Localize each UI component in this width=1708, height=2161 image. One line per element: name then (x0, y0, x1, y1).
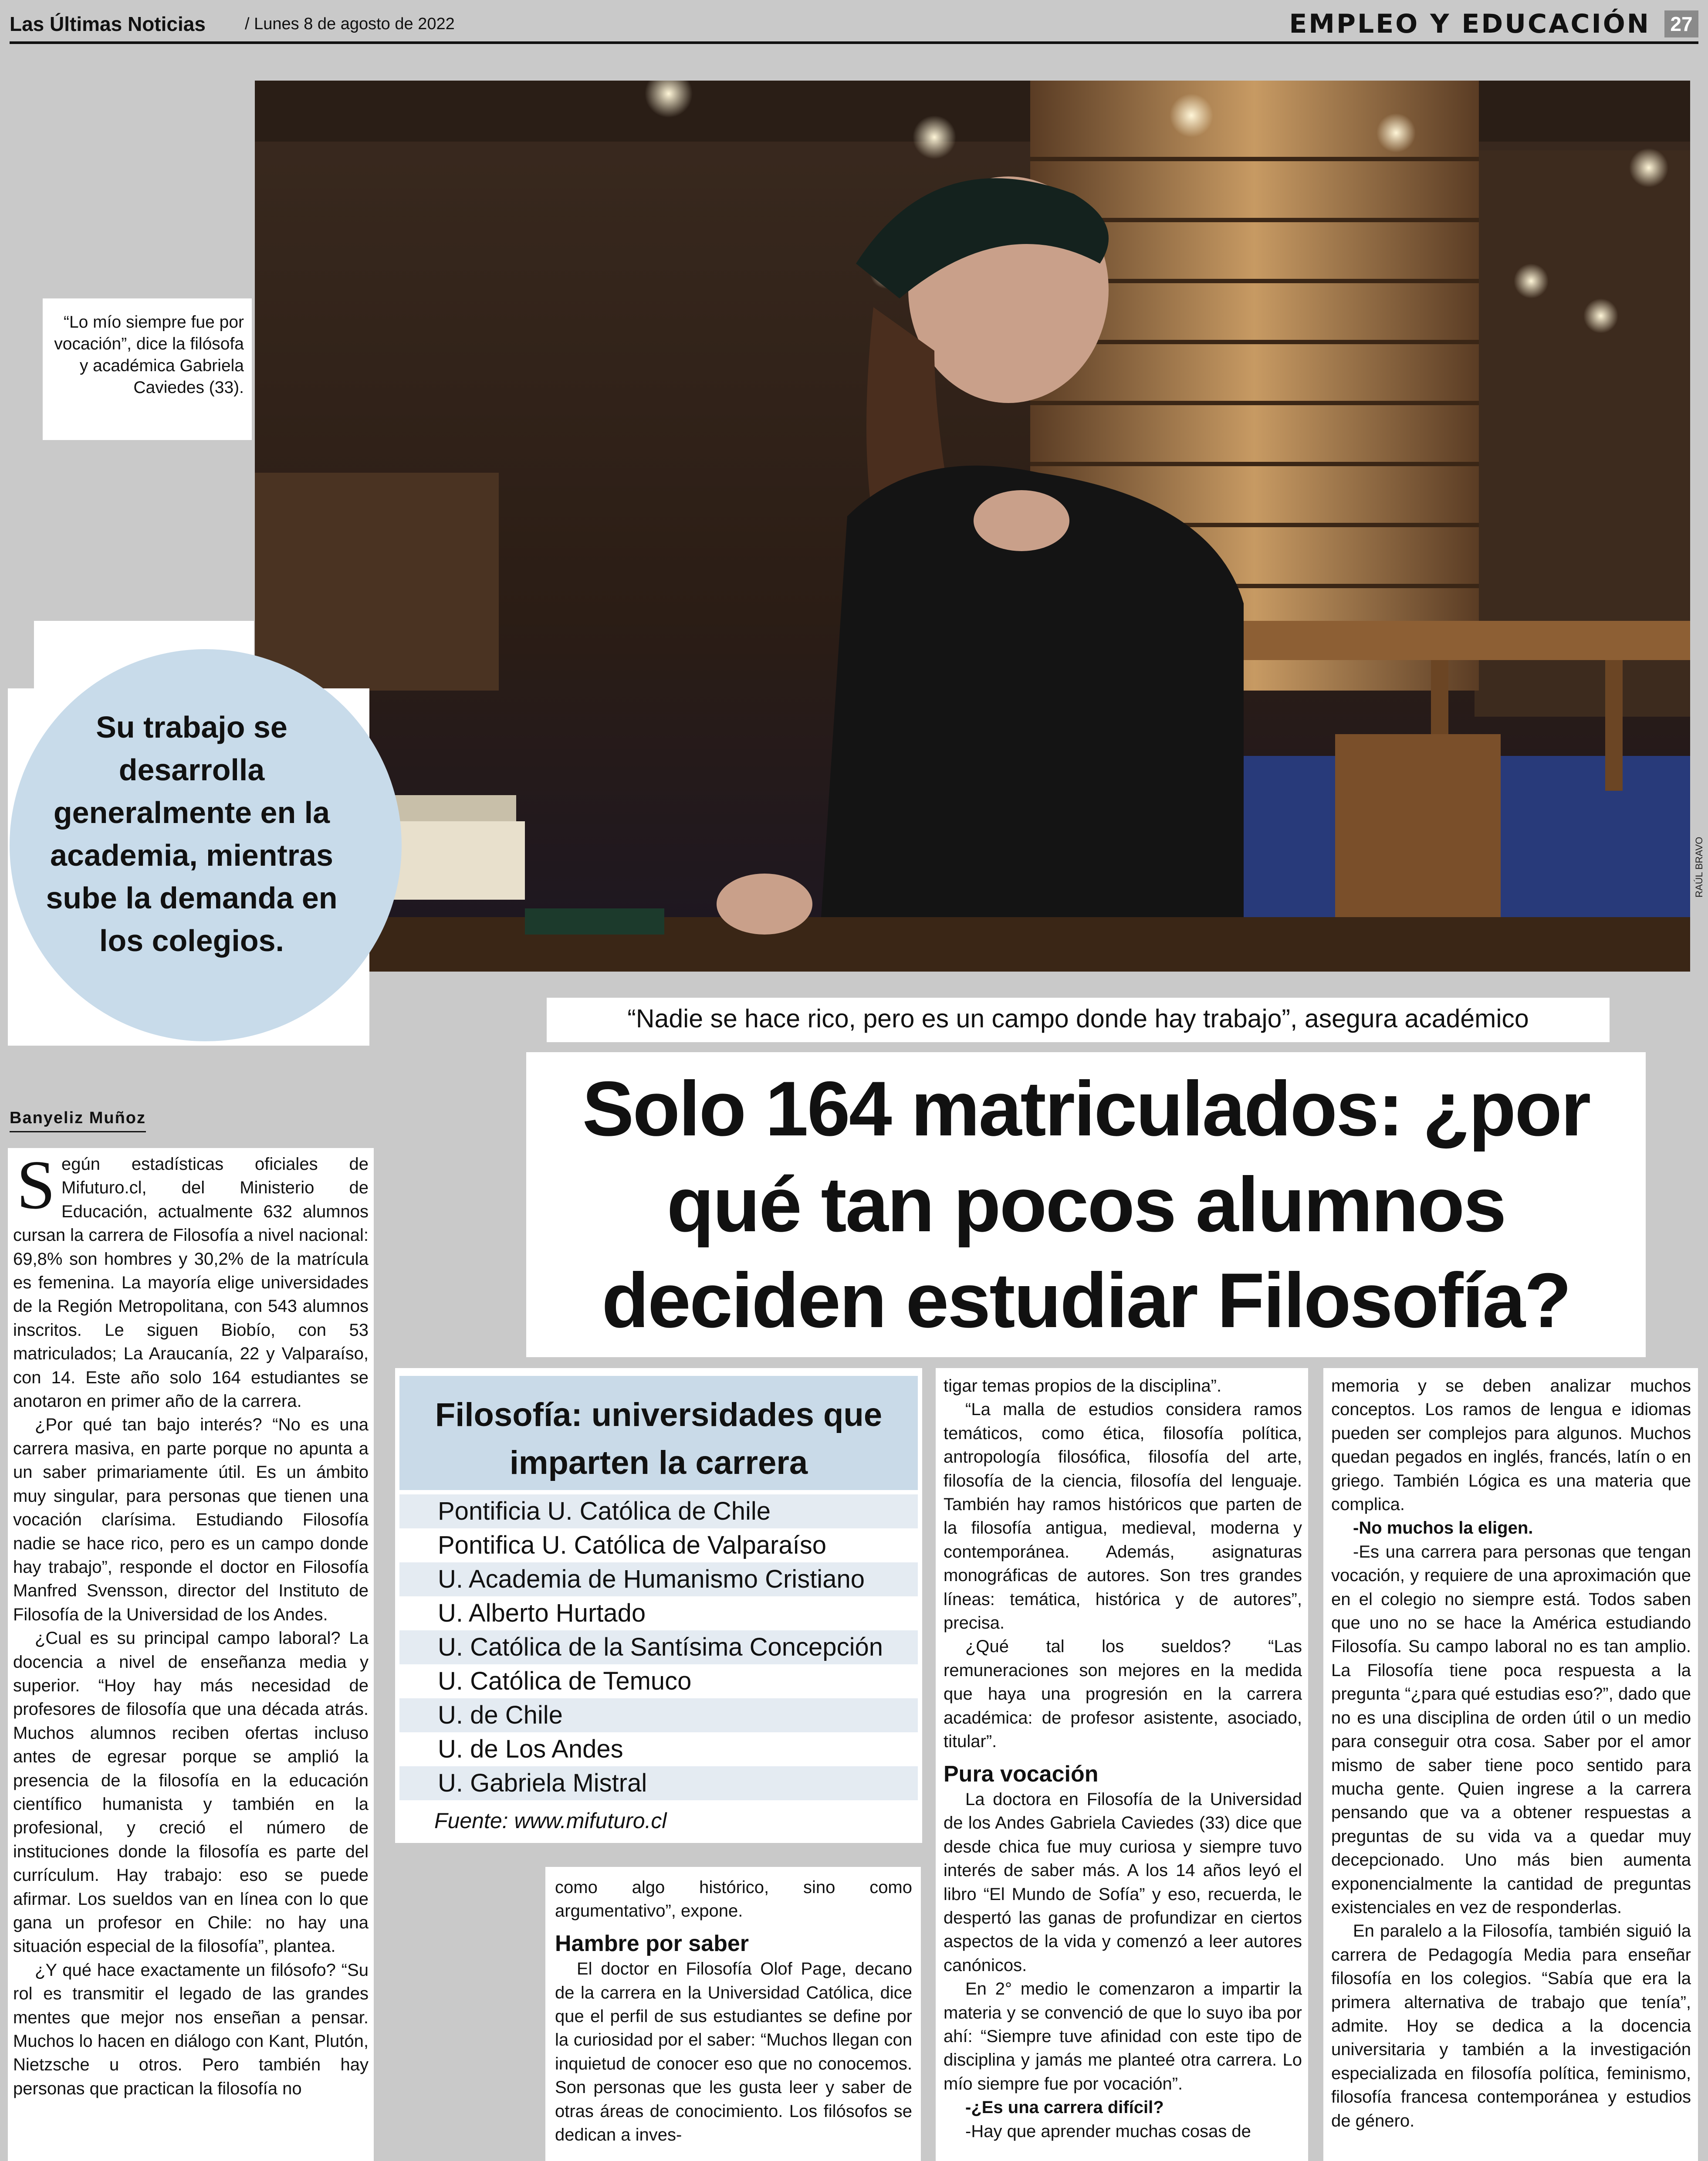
university-item: U. Gabriela Mistral (399, 1766, 918, 1800)
universities-list (399, 1494, 918, 1800)
masthead (10, 9, 1698, 39)
interview-question: -¿Es una carrera difícil? (965, 2098, 1164, 2117)
article-paragraph: ¿Qué tal los sueldos? “Las remuneraciones son mejores en la medida que haya una progresión en la carrera académica: de profesor asistente, asociado, titular”. (944, 1637, 1302, 1751)
university-item: U. Católica de la Santísima Concepción (399, 1630, 918, 1664)
publication-date: / Lunes 8 de agosto de 2022 (245, 15, 455, 33)
photo-caption: “Lo mío siempre fue por vocación”, dice la filósofa y académica Gabriela Caviedes (33). (54, 313, 244, 397)
article-paragraph: “La malla de estudios considera ramos temáticos, como ética, filosofía política, antropología filosófica, filosofía del arte, filosofía de la ciencia, filosofía del lenguaje. También hay ramos históricos que parten de la filosofía antigua, medieval, moderna y contemporánea. Además, asignaturas monográficas de autores. Son tres grandes líneas: temática, histórica y de autores”, precisa. (944, 1400, 1302, 1633)
photo-caption-box (43, 298, 252, 440)
article-paragraph: ¿Por qué tan bajo interés? “No es una carrera masiva, en parte porque no apunta a un saber primariamente útil. Es un ámbito muy singular, para personas que tienen una vocación clarísima. Estudiando Filosofía nadie se hace rico, pero es un campo donde hay trabajo”, responde el doctor en Filosofía Manfred Svensson, director del Instituto de Filosofía de la Universidad de los Andes. (13, 1415, 369, 1624)
article-paragraph: Según estadísticas oficiales de Mifuturo.cl, del Ministerio de Educación, actualmente 632 alumnos cursan la carrera de Filosofía a nivel nacional: 69,8% son hombres y 30,2% de la matrícula es femenina. La mayoría elige universidades de la Región Metropolitana, con 543 alumnos inscritos. Le siguen Biobío, con 53 matriculados; La Araucanía, 22 y Valparaíso, con 14. Este año solo 164 estudiantes se anotaron en primer año de la carrera. (13, 1146, 369, 1411)
article-paragraph: La doctora en Filosofía de la Universidad de los Andes Gabriela Caviedes (33) dice que desde chica fue muy curiosa y siempre tuvo interés de saber más. A los 14 años leyó el libro “El Mundo de Sofía” y eso, recuerda, le despertó las ganas de profundizar en ciertos aspectos de la vida y comenzó a leer autores canónicos. (944, 1789, 1302, 1975)
article-column-2 (545, 1867, 921, 2161)
article-paragraph: ¿Y qué hace exactamente un filósofo? “Su rol es transmitir el legado de las grandes mentes que mejor nos enseñan a pensar. Muchos lo hacen en diálogo con Kant, Plutón, Nietzsche u otros. Pero también hay personas que practican la filosofía no (13, 1960, 369, 2098)
university-item: Pontifica U. Católica de Valparaíso (399, 1528, 918, 1562)
photo-illustration (255, 81, 1690, 972)
page-number: 27 (1664, 10, 1698, 37)
kicker-box (547, 998, 1610, 1042)
universities-title: Filosofía: universidades que imparten la carrera (435, 1396, 883, 1481)
header-rule (10, 41, 1698, 44)
article-paragraph: El doctor en Filosofía Olof Page, decano de la carrera en la Universidad Católica, dice que el perfil de sus estudiantes se define por la curiosidad por el saber: “Muchos llegan con inquietud de conocer eso que no conocemos. Son personas que les gusta leer y saber de otras áreas de conocimiento. Los filósofos se dedican a inves- (555, 1959, 912, 2145)
article-column-4 (1323, 1368, 1698, 2161)
section-title: EMPLEO Y EDUCACIÓN (1289, 9, 1651, 39)
article-paragraph: memoria y se deben analizar muchos conceptos. Los ramos de lengua e idiomas pueden ser complejos para algunos. Muchos quedan pegados en inglés, francés, latín o en griego. También Lógica es una materia que complica. (1331, 1376, 1691, 1514)
subheading-vocacion: Pura vocación (944, 1761, 1099, 1787)
article-column-1 (8, 1148, 374, 2161)
university-item: U. Católica de Temuco (399, 1664, 918, 1698)
callout-quote: Su trabajo se desarrolla generalmente en la academia, mientras sube la demanda en los colegios. (46, 710, 338, 958)
interview-question: -No muchos la eligen. (1353, 1518, 1533, 1538)
article-paragraph: -Es una carrera para personas que tengan vocación, y requiere de una aproximación que en el colegio no siempre está. Todos saben que uno no se hace la América estudiando Filosofía. Su campo laboral no es tan amplio. La Filosofía tiene poca respuesta a la pregunta “¿para qué estudias eso?”, dado que no es una disciplina de orden útil o un medio para conseguir otra cosa. Saber por el amor mismo de saber tiene poco sentido para mucha gente. Quien ingrese a la carrera pensando que va a obtener respuestas a preguntas de su vida va a quedar muy decepcionado. Uno más bien aumenta exponencialmente la cantidad de preguntas existenciales en vez de responderlas. (1331, 1542, 1691, 1917)
library-photo (255, 81, 1690, 972)
universities-box (395, 1368, 922, 1843)
headline: Solo 164 matriculados: ¿por qué tan pocos alumnos deciden estudiar Filosofía? (582, 1065, 1590, 1344)
article-paragraph: En paralelo a la Filosofía, también siguió la carrera de Pedagogía Media para enseñar filosofía en los colegios. “Sabía que era la primera alternativa de trabajo que tenía”, admite. Hoy se dedica a la docencia universitaria y también a la investigación especializada en filosofía política, feminismo, filosofía francesa contemporánea y estudios de género. (1331, 1921, 1691, 2131)
university-item: U. Alberto Hurtado (399, 1596, 918, 1630)
article-column-3 (936, 1368, 1308, 2161)
article-paragraph: -Hay que aprender muchas cosas de (965, 2121, 1251, 2141)
university-item: Pontificia U. Católica de Chile (399, 1494, 918, 1528)
photo-credit: RAÚL BRAVO (1694, 837, 1705, 898)
article-paragraph: tigar temas propios de la disciplina”. (944, 1376, 1222, 1396)
byline: Banyeliz Muñoz (10, 1109, 146, 1132)
university-item: U. de Chile (399, 1698, 918, 1732)
universities-header (399, 1376, 918, 1490)
subheading-hambre: Hambre por saber (555, 1931, 749, 1956)
newspaper-name: Las Últimas Noticias (10, 13, 206, 35)
article-paragraph: En 2° medio le comenzaron a impartir la materia y se convenció de que lo suyo iba por ahí: “Siempre tuve afinidad con este tipo de disciplina y jamás me planteé otra carrera. Lo mío siempre fue por vocación”. (944, 1979, 1302, 2093)
article-paragraph: ¿Cual es su principal campo laboral? La docencia a nivel de enseñanza media y superior. “Hoy hay más necesidad de profesores de filosofía que una década atrás. Muchos alumnos reciben ofertas incluso antes de egresar porque se amplió la presencia de la filosofía en la educación científico humanista y también en la profesional, y creció el número de instituciones donde la filosofía es parte del currículum. Hay trabajo: eso se puede afirmar. Los sueldos van en línea con lo que gana un profesor en Chile: no hay una situación especial de la filosofía”, plantea. (13, 1629, 369, 1956)
drop-cap: S (17, 1146, 55, 1223)
article-paragraph: como algo histórico, sino como argumentativo”, expone. (555, 1878, 912, 1921)
university-item: U. de Los Andes (399, 1732, 918, 1766)
headline-box (526, 1052, 1646, 1357)
universities-source: Fuente: www.mifuturo.cl (434, 1809, 667, 1833)
university-item: U. Academia de Humanismo Cristiano (399, 1562, 918, 1596)
kicker: “Nadie se hace rico, pero es un campo donde hay trabajo”, asegura académico (627, 1004, 1529, 1033)
